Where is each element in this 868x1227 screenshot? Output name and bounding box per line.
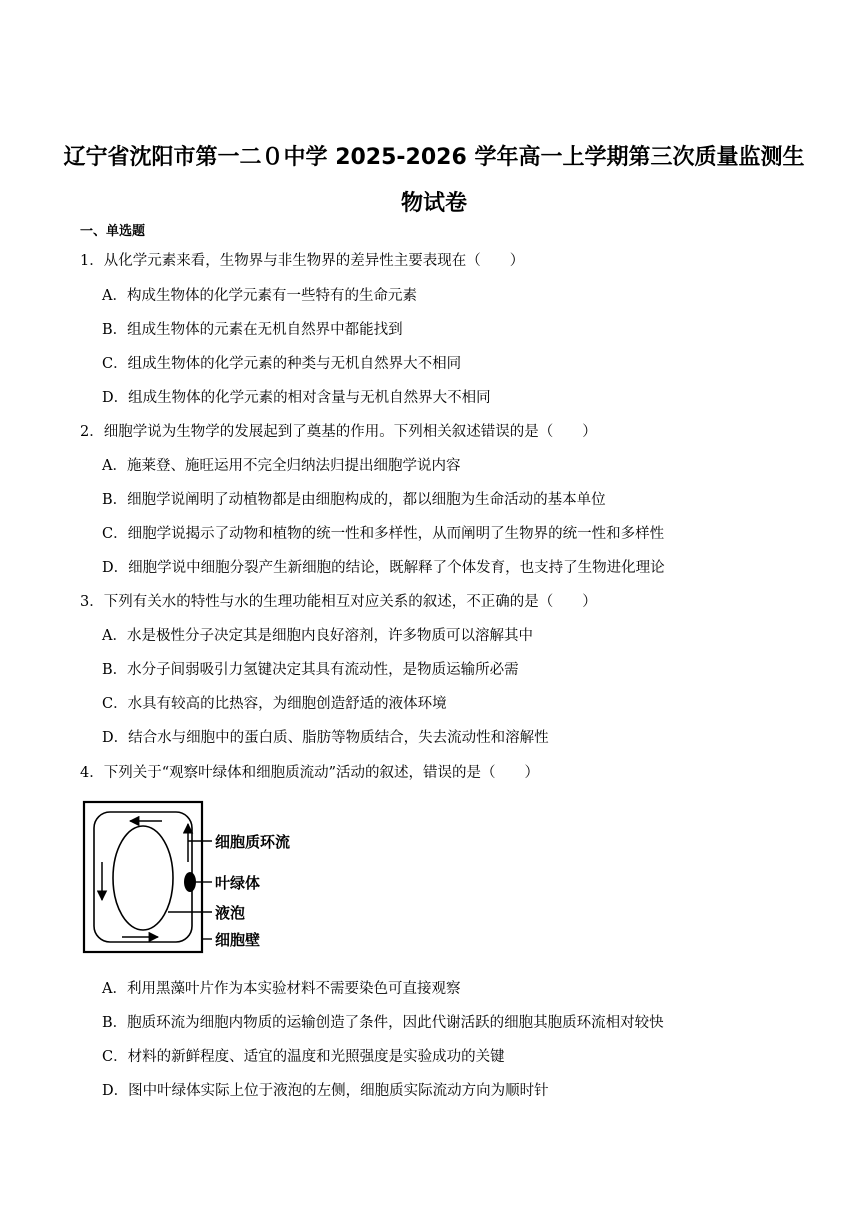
exam-title-line2: 物试卷 [400, 191, 467, 216]
question-4-option-b: B．胞质环流为细胞内物质的运输创造了条件，因此代谢活跃的细胞其胞质环流相对较快 [102, 1015, 664, 1031]
question-4-option-d: D．图中叶绿体实际上位于液泡的左侧，细胞质实际流动方向为顺时针 [102, 1083, 549, 1099]
question-1-option-d: D．组成生物体的化学元素的相对含量与无机自然界大不相同 [102, 390, 491, 406]
question-3-option-b: B．水分子间弱吸引力氢键决定其具有流动性，是物质运输所必需 [102, 662, 519, 678]
question-2-option-a: A．施莱登、施旺运用不完全归纳法归提出细胞学说内容 [102, 458, 461, 474]
question-1-stem: 1．从化学元素来看，生物界与非生物界的差异性主要表现在（ ） [80, 253, 525, 269]
question-2-option-c: C．细胞学说揭示了动物和植物的统一性和多样性，从而阐明了生物界的统一性和多样性 [102, 526, 665, 542]
exam-title-line1: 辽宁省沈阳市第一二０中学 2025-2026 学年高一上学期第三次质量监测生 [63, 145, 805, 170]
question-4-stem: 4．下列关于“观察叶绿体和细胞质流动”活动的叙述，错误的是（ ） [80, 765, 540, 781]
label-cell-wall: 细胞壁 [215, 931, 261, 949]
question-2-option-b: B．细胞学说阐明了动植物都是由细胞构成的，都以细胞为生命活动的基本单位 [102, 492, 606, 508]
question-4-option-a: A．利用黑藻叶片作为本实验材料不需要染色可直接观察 [102, 981, 461, 997]
cell-membrane [94, 812, 192, 942]
question-3-option-c: C．水具有较高的比热容，为细胞创造舒适的液体环境 [102, 696, 447, 712]
chloroplast [184, 872, 196, 892]
question-4-option-c: C．材料的新鲜程度、适宜的温度和光照强度是实验成功的关键 [102, 1049, 505, 1065]
cell-diagram [82, 800, 322, 960]
label-cytoplasmic-streaming: 细胞质环流 [215, 833, 291, 851]
question-3-option-d: D．结合水与细胞中的蛋白质、脂肪等物质结合，失去流动性和溶解性 [102, 730, 549, 746]
question-3-option-a: A．水是极性分子决定其是细胞内良好溶剂，许多物质可以溶解其中 [102, 628, 533, 644]
label-vacuole: 液泡 [215, 904, 246, 922]
vacuole [113, 826, 173, 930]
question-2-stem: 2．细胞学说为生物学的发展起到了奠基的作用。下列相关叙述错误的是（ ） [80, 424, 597, 440]
label-chloroplast: 叶绿体 [215, 874, 261, 892]
section-heading: 一、单选题 [80, 224, 146, 239]
question-1-option-a: A．构成生物体的化学元素有一些特有的生命元素 [102, 288, 417, 304]
question-1-option-c: C．组成生物体的化学元素的种类与无机自然界大不相同 [102, 356, 462, 372]
question-2-option-d: D．细胞学说中细胞分裂产生新细胞的结论，既解释了个体发育，也支持了生物进化理论 [102, 560, 665, 576]
question-3-stem: 3．下列有关水的特性与水的生理功能相互对应关系的叙述，不正确的是（ ） [80, 594, 597, 610]
question-1-option-b: B．组成生物体的元素在无机自然界中都能找到 [102, 322, 403, 338]
